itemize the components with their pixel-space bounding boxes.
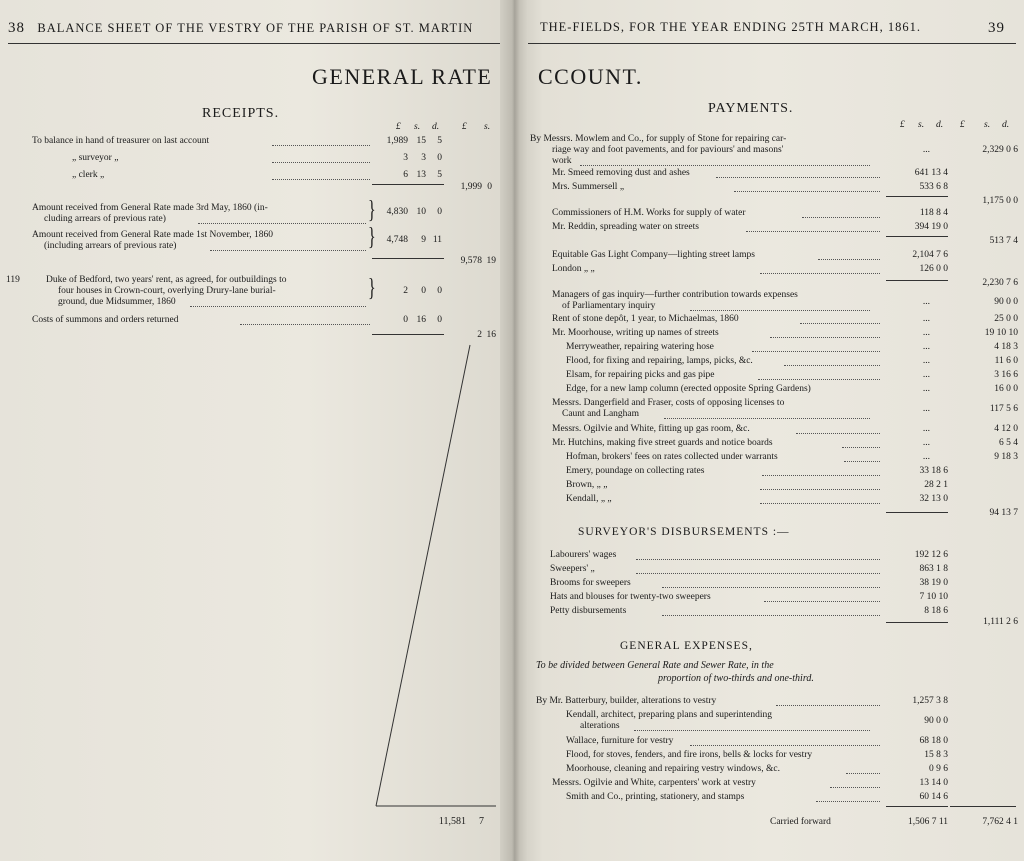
leader-dots	[690, 745, 880, 746]
leader-dots	[760, 489, 880, 490]
receipt-subtotal-shillings: 0	[487, 182, 492, 192]
payment-col-a: ...	[922, 424, 930, 434]
receipt-pence: 11	[432, 235, 442, 245]
surveyor-row-value: 38 19 0	[919, 578, 948, 588]
leader-dots	[830, 787, 880, 788]
title-right-half: CCOUNT.	[538, 64, 643, 89]
carried-forward-rule-a	[886, 806, 948, 807]
receipt-shillings: 3	[421, 153, 426, 163]
payments-col-shillings2: s.	[984, 120, 991, 130]
surveyor-total: 1,111 2 6	[983, 617, 1018, 627]
payment-row-line1: Managers of gas inquiry—further contribution towards expenses	[552, 290, 798, 300]
payment-subtotal: 2,230 7 6	[982, 278, 1018, 288]
receipt-row-label-line1: Amount received from General Rate made 1st November, 1860	[32, 230, 273, 240]
payment-col-b: 4 18 3	[994, 342, 1018, 352]
payment-row-line1: Messrs. Dangerfield and Fraser, costs of opposing licenses to	[552, 398, 785, 408]
general-expenses-subtitle-1: To be divided between General Rate and Sewer Rate, in the	[536, 660, 774, 671]
payment-col-b: 25 0 0	[994, 314, 1018, 324]
surveyor-row-label: Petty disbursements	[550, 606, 627, 616]
payments-col-shillings: s.	[918, 120, 925, 130]
leader-dots	[662, 587, 880, 588]
carried-forward-a: 1,506 7 11	[907, 817, 948, 827]
receipt-shillings: 13	[416, 170, 426, 180]
general-row-line2: alterations	[580, 721, 620, 731]
general-row-label: Smith and Co., printing, stationery, and stamps	[566, 792, 745, 802]
general-row-value: 60 14 6	[919, 792, 948, 802]
receipt-shillings: 0	[421, 286, 426, 296]
receipt-pence: 5	[437, 136, 442, 146]
leader-dots	[634, 730, 870, 731]
payment-row-line3: work	[552, 156, 572, 166]
payment-row-line2: of Parliamentary inquiry	[562, 301, 656, 311]
carried-forward-label: Carried forward	[770, 817, 831, 827]
general-row-value: 90 0 0	[924, 716, 948, 726]
leader-dots	[818, 259, 880, 260]
receipt-row-label-line2: cluding arrears of previous rate)	[44, 214, 166, 224]
leader-dots	[816, 801, 880, 802]
receipt-subtotal-shillings: 19	[486, 256, 496, 266]
payments-heading: PAYMENTS.	[708, 101, 794, 116]
leader-dots	[752, 351, 880, 352]
payment-col-b: 3 16 6	[994, 370, 1018, 380]
leader-dots	[758, 379, 880, 380]
payment-col-a: 533 6 8	[919, 182, 948, 192]
receipts-col-pounds2: £	[462, 122, 467, 132]
payment-col-a: ...	[922, 438, 930, 448]
leader-dots	[764, 601, 880, 602]
receipt-pence: 0	[437, 286, 442, 296]
receipt-shillings: 16	[416, 315, 426, 325]
leader-dots	[760, 503, 880, 504]
payment-col-a: ...	[922, 384, 930, 394]
leader-dots	[802, 217, 880, 218]
payment-row-label: Mrs. Summersell „	[552, 182, 625, 192]
receipt-subtotal-pounds: 1,999	[460, 182, 482, 192]
payment-row-line1: By Messrs. Mowlem and Co., for supply of Stone for repairing car-	[530, 134, 787, 144]
surveyor-row-value: 8 18 6	[924, 606, 948, 616]
general-row-label: By Mr. Batterbury, builder, alterations to vestry	[536, 696, 717, 706]
leader-dots	[690, 310, 870, 311]
payment-col-b: 4 12 0	[994, 424, 1018, 434]
receipt-row-label-line2: four houses in Crown-court, overlying Drury-lane burial-	[58, 286, 276, 296]
payment-col-a: 118 8 4	[919, 208, 948, 218]
payment-col-b: 19 10 10	[984, 328, 1018, 338]
receipt-subtotal-pounds: 2	[477, 330, 482, 340]
payment-col-a: ...	[922, 370, 930, 380]
receipts-heading: RECEIPTS.	[202, 106, 280, 121]
right-running-header	[540, 20, 921, 35]
payment-col-b: 16 0 0	[994, 384, 1018, 394]
payment-row-label: Mr. Reddin, spreading water on streets	[552, 222, 699, 232]
general-expenses-subtitle-2: proportion of two-thirds and one-third.	[658, 673, 814, 684]
receipt-shillings: 9	[421, 235, 426, 245]
surveyor-row-value: 192 12 6	[914, 550, 948, 560]
payment-row-label: Hofman, brokers' fees on rates collected under warrants	[566, 452, 778, 462]
surveyor-row-label: Brooms for sweepers	[550, 578, 631, 588]
payment-row-label: Brown, „ „	[566, 480, 608, 490]
leader-dots	[760, 273, 880, 274]
payment-col-b: 117 5 6	[989, 404, 1018, 414]
left-page-number: 38	[8, 20, 25, 36]
payment-col-a: 32 13 0	[919, 494, 948, 504]
payments-col-pounds2: £	[960, 120, 965, 130]
payment-row-label: Equitable Gas Light Company—lighting street lamps	[552, 250, 755, 260]
payment-col-a: ...	[922, 404, 930, 414]
subtotal-rule	[886, 280, 948, 281]
leader-dots	[784, 365, 880, 366]
payment-row-line2: riage way and foot pavements, and for paviours' and masons'	[552, 145, 784, 155]
payment-col-a: 394 19 0	[914, 222, 948, 232]
general-row-line1: Kendall, architect, preparing plans and superintending	[566, 710, 773, 720]
surveyor-heading: SURVEYOR'S DISBURSEMENTS :—	[578, 526, 790, 538]
payment-subtotal: 1,175 0 0	[982, 196, 1018, 206]
payment-row-label: Merryweather, repairing watering hose	[566, 342, 714, 352]
payments-col-pence: d.	[936, 120, 944, 130]
payment-col-a: ...	[922, 297, 930, 307]
leader-dots	[580, 165, 870, 166]
general-row-label: Moorhouse, cleaning and repairing vestry windows, &c.	[566, 764, 780, 774]
general-expenses-heading: GENERAL EXPENSES,	[620, 640, 753, 652]
general-row-value: 68 18 0	[919, 736, 948, 746]
receipt-row-label-line3: ground, due Midsummer, 1860	[58, 297, 176, 307]
leader-dots	[776, 705, 880, 706]
surveyor-row-value: 863 1 8	[919, 564, 948, 574]
payment-col-a: 2,104 7 6	[912, 250, 948, 260]
payment-row-label: London „ „	[552, 264, 595, 274]
leader-dots	[734, 191, 880, 192]
receipt-row-label-line1: Duke of Bedford, two years' rent, as agreed, for outbuildings to	[46, 275, 287, 285]
receipt-pounds: 6	[403, 170, 408, 180]
general-row-label: Messrs. Ogilvie and White, carpenters' work at vestry	[552, 778, 756, 788]
surveyor-row-label: Labourers' wages	[550, 550, 617, 560]
payment-col-b: 2,329 0 6	[982, 145, 1018, 155]
brace: }	[368, 196, 376, 224]
leader-dots	[844, 461, 880, 462]
receipt-pounds: 3	[403, 153, 408, 163]
payment-row-label: Emery, poundage on collecting rates	[566, 466, 705, 476]
payment-subtotal: 94 13 7	[989, 508, 1018, 518]
receipt-pence: 5	[437, 170, 442, 180]
leader-dots	[636, 573, 880, 574]
surveyor-row-label: Sweepers' „	[550, 564, 595, 574]
leader-dots	[842, 447, 880, 448]
receipt-pounds: 2	[403, 286, 408, 296]
surveyor-row-label: Hats and blouses for twenty-two sweepers	[550, 592, 711, 602]
receipts-col-pounds: £	[396, 122, 401, 132]
leader-dots	[716, 177, 880, 178]
receipt-row-label: Costs of summons and orders returned	[32, 315, 179, 325]
leader-dots	[796, 433, 880, 434]
receipt-pounds: 4,748	[386, 235, 408, 245]
receipt-row-label-line1: Amount received from General Rate made 3rd May, 1860 (in-	[32, 203, 268, 213]
payment-col-b: 6 5 4	[999, 438, 1018, 448]
receipts-col-shillings2: s.	[484, 122, 491, 132]
brace: }	[368, 223, 376, 251]
payment-col-a: 33 18 6	[919, 466, 948, 476]
leader-dots	[846, 773, 880, 774]
receipt-pounds: 4,830	[386, 207, 408, 217]
payment-col-b: 9 18 3	[994, 452, 1018, 462]
payment-col-a: ...	[922, 452, 930, 462]
payment-row-label: Mr. Moorhouse, writing up names of streets	[552, 328, 719, 338]
general-row-label: Flood, for stoves, fenders, and fire irons, bells & locks for vestry	[566, 750, 813, 760]
receipts-col-pence: d.	[432, 122, 440, 132]
carried-forward-rule-b	[950, 806, 1016, 807]
receipt-row-label: „ surveyor „	[72, 153, 119, 163]
payments-col-pounds: £	[900, 120, 905, 130]
title-left-half: GENERAL RATE	[312, 64, 493, 89]
payment-row-label: Rent of stone depôt, 1 year, to Michaelmas, 1860	[552, 314, 739, 324]
payment-col-a: ...	[922, 356, 930, 366]
payment-col-a: ...	[922, 328, 930, 338]
payment-col-a: 126 0 0	[919, 264, 948, 274]
general-row-value: 0 9 6	[929, 764, 948, 774]
leader-dots	[800, 323, 880, 324]
subtotal-rule	[886, 512, 948, 513]
payment-row-line2: Caunt and Langham	[562, 409, 640, 419]
receipts-total-pounds: 11,581	[438, 816, 466, 827]
receipt-pence: 0	[437, 207, 442, 217]
payment-row-label: Flood, for fixing and repairing, lamps, picks, &c.	[566, 356, 753, 366]
subtotal-rule	[886, 236, 948, 237]
leader-dots	[762, 475, 880, 476]
leader-dots	[662, 615, 880, 616]
payment-row-label: Edge, for a new lamp column (erected opposite Spring Gardens)	[566, 384, 811, 394]
general-row-value: 13 14 0	[919, 778, 948, 788]
right-header-rule	[528, 43, 1016, 44]
right-running-title: THE-FIELDS, FOR THE YEAR ENDING 25TH MARCH, 1861.	[540, 20, 921, 34]
payment-row-label: Elsam, for repairing picks and gas pipe	[566, 370, 715, 380]
payment-col-b: 11 6 0	[994, 356, 1018, 366]
right-page-number-wrap	[988, 20, 1005, 37]
payments-col-pence2: d.	[1002, 120, 1010, 130]
general-row-label: Wallace, furniture for vestry	[566, 736, 674, 746]
receipt-shillings: 10	[416, 207, 426, 217]
receipt-shillings: 15	[416, 136, 426, 146]
receipt-pence: 0	[437, 315, 442, 325]
leader-dots	[636, 559, 880, 560]
receipt-subtotal-shillings: 16	[486, 330, 496, 340]
receipt-row-label-line2: (including arrears of previous rate)	[44, 241, 177, 251]
receipt-row-label: To balance in hand of treasurer on last account	[32, 136, 210, 146]
left-running-title: BALANCE SHEET OF THE VESTRY OF THE PARISH OF ST. MARTIN	[37, 21, 474, 35]
payment-row-label: Mr. Smeed removing dust and ashes	[552, 168, 690, 178]
receipt-pence: 0	[437, 153, 442, 163]
payment-col-a: 28 2 1	[924, 480, 948, 490]
receipt-pounds: 0	[403, 315, 408, 325]
payment-row-label: Kendall, „ „	[566, 494, 612, 504]
receipt-subtotal-pounds: 9,578	[460, 256, 482, 266]
carried-forward-b: 7,762 4 1	[982, 817, 1018, 827]
receipt-row-label: „ clerk „	[72, 170, 105, 180]
leader-dots	[664, 418, 870, 419]
leader-dots	[770, 337, 880, 338]
receipt-pounds: 1,989	[386, 136, 408, 146]
subtotal-rule	[886, 196, 948, 197]
payment-col-b: 90 0 0	[994, 297, 1018, 307]
payment-row-label: Commissioners of H.M. Works for supply of water	[552, 208, 746, 218]
surveyor-row-value: 7 10 10	[919, 592, 948, 602]
payment-row-label: Messrs. Ogilvie and White, fitting up gas room, &c.	[552, 424, 750, 434]
payment-col-a: ...	[922, 342, 930, 352]
payment-col-a: ...	[922, 314, 930, 324]
payment-row-label: Mr. Hutchins, making five street guards and notice boards	[552, 438, 773, 448]
payment-subtotal: 513 7 4	[989, 236, 1018, 246]
receipts-col-shillings: s.	[414, 122, 421, 132]
receipt-row-folio: 119	[6, 275, 20, 285]
right-page-number: 39	[988, 20, 1005, 36]
subtotal-rule	[886, 622, 948, 623]
leader-dots	[746, 231, 880, 232]
receipts-total-shillings: 7	[479, 816, 484, 827]
payment-col-a: ...	[922, 145, 930, 155]
payment-col-a: 641 13 4	[914, 168, 948, 178]
general-row-value: 1,257 3 8	[912, 696, 948, 706]
general-row-value: 15 8 3	[924, 750, 948, 760]
brace: }	[368, 274, 376, 302]
